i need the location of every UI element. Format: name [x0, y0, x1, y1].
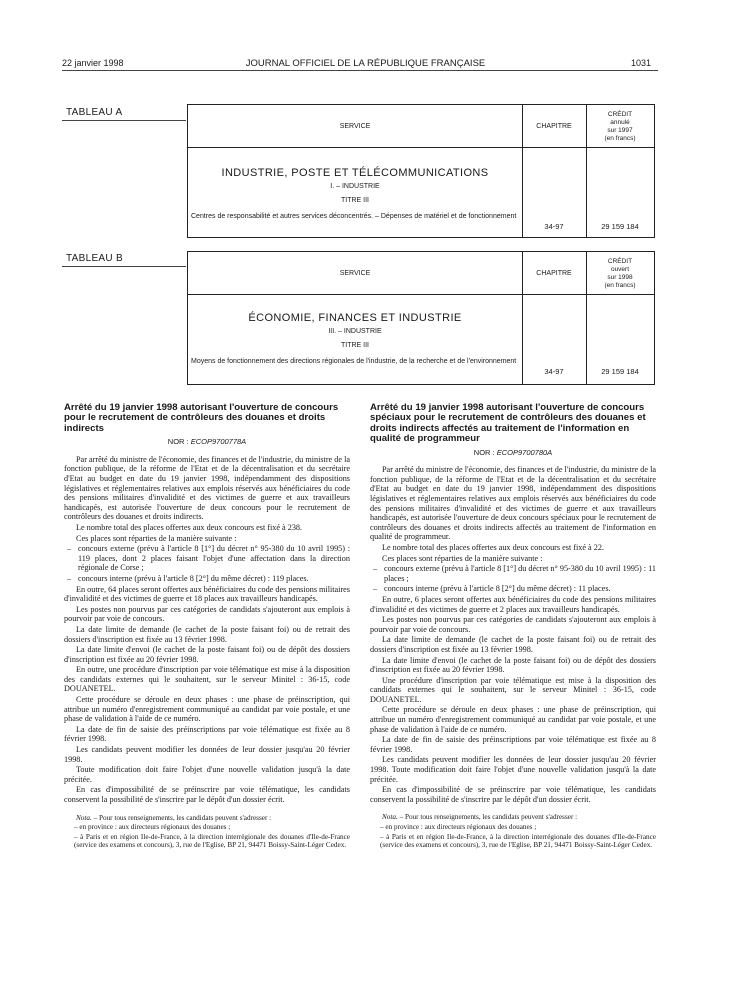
paragraph: Toute modification doit faire l'objet d'une nouvelle validation jusqu'à la date précitée.	[64, 765, 350, 784]
paragraph: Une procédure d'inscription par voie télématique est mise à la disposition des candidats externes qui le souhaitent, sur le serveur Minitel : 36-15, code DOUANETEL.	[370, 675, 656, 704]
left-article	[64, 403, 350, 851]
paragraph: Les postes non pourvus par ces catégories de candidats s'ajouteront aux emplois à pourvoir par voie de concours.	[370, 615, 656, 634]
paragraph: En outre, 64 places seront offertes aux bénéficiaires du code des pensions militaires d'invalidité et des victimes de guerre et 18 places aux travailleurs handicapés.	[64, 584, 350, 604]
header-page-number: 1031	[631, 58, 652, 68]
paragraph: Cette procédure se déroule en deux phases : une phase de préinscription, qui attribue un numéro d'enregistrement communiqué au candidat par voie postale, et une phase de validation à l'aide de ce numéro.	[64, 695, 350, 724]
col-chapitre: CHAPITRE	[536, 270, 572, 277]
header-rule	[62, 70, 658, 71]
paragraph: En outre, une procédure d'inscription par voie télématique est mise à la disposition des candidats externes qui le souhaitent, sur le serveur Minitel : 36-15, code DOUANETEL.	[64, 665, 350, 694]
nota-item: – en province : aux directeurs régionaux des douanes ;	[74, 823, 231, 832]
article-title: Arrêté du 19 janvier 1998 autorisant l'ouverture de concours spéciaux pour le recrutement de contrôleurs des douanes et droits indirects affectés au traitement de l'information en qualité de programmeur	[370, 402, 646, 445]
header-journal: JOURNAL OFFICIEL DE LA RÉPUBLIQUE FRANÇAISE	[245, 58, 486, 69]
paragraph: Les candidats peuvent modifier les données de leur dossier jusqu'au 20 février 1998.	[64, 745, 350, 764]
list-item: – concours externe (prévu à l'article 8 [1°] du décret n° 95-380 du 10 avril 1995) : 11 places ;	[370, 564, 656, 583]
nor-reference: NOR : ECOP9700780A	[473, 447, 553, 457]
nota: Nota. – Pour tous renseignements, les candidats peuvent s'adresser :	[76, 813, 272, 822]
row-description: Centres de responsabilité et autres services déconcentrés. – Dépenses de matériel et de fonctionnement	[191, 213, 517, 220]
ministry-title: ÉCONOMIE, FINANCES ET INDUSTRIE	[248, 312, 462, 324]
header-date: 22 janvier 1998	[62, 58, 124, 68]
paragraph: La date limite d'envoi (le cachet de la poste faisant foi) ou de dépôt des dossiers d'inscription est fixée au 20 février 1998.	[370, 655, 656, 675]
tableau-b-label: TABLEAU B	[66, 253, 123, 264]
row-description: Moyens de fonctionnement des directions régionales de l'industrie, de la recherche et de l'environnement	[191, 358, 517, 365]
right-article	[370, 403, 656, 851]
ministry-title: INDUSTRIE, POSTE ET TÉLÉCOMMUNICATIONS	[221, 167, 489, 179]
tableau-b-rule	[62, 266, 186, 267]
nota-item: – à Paris et en région Ile-de-France, à la direction interrégionale des douanes d'Ile-de-France (service des examens et concours), 3, rue de l'Eglise, BP 21, 94471 Boissy-Saint-Léger Cedex.	[74, 832, 350, 850]
tableau-b	[187, 251, 655, 385]
col-chapitre: CHAPITRE	[536, 123, 572, 130]
paragraph: La date limite de demande (le cachet de la poste faisant foi) ou de retrait des dossiers d'inscription est fixée au 13 février 1998.	[64, 624, 350, 644]
col-service: SERVICE	[339, 270, 371, 277]
nota: Nota. – Pour tous renseignements, les candidats peuvent s'adresser :	[382, 813, 578, 822]
paragraph: Le nombre total des places offertes aux deux concours est fixé à 22.	[382, 542, 604, 552]
row-amount: 29 159 184	[601, 222, 639, 231]
paragraph: Par arrêté du ministre de l'économie, des finances et de l'industrie, du ministre de la fonction publique, de la réforme de l'Etat et de la décentralisation et du secrétaire d'Etat au budget en date du 19 janvier 1998, indépendamment des dispositions législatives et réglementaires relatives aux emplois réservés aux bénéficiaires du code des pensions militaires d'invalidité et des victimes de guerre et aux travailleurs handicapés, est autorisée l'ouverture de deux concours spéciaux pour le recrutement de contrôleurs des douanes et droits indirects affectés au traitement de l'information en qualité de programmeur.	[370, 465, 656, 542]
row-chapitre: 34-97	[544, 222, 564, 231]
paragraph: La date limite de demande (le cachet de la poste faisant foi) ou de retrait des dossiers d'inscription est fixée au 13 février 1998.	[370, 635, 656, 654]
titre-label: TITRE III	[341, 197, 369, 204]
col-service: SERVICE	[339, 123, 371, 130]
article-title: Arrêté du 19 janvier 1998 autorisant l'ouverture de concours pour le recrutement de contrôleurs des douanes et droits indirects	[64, 402, 339, 434]
paragraph: En outre, 6 places seront offertes aux bénéficiaires du code des pensions militaires d'invalidité et des victimes de guerre et 2 places aux travailleurs handicapés.	[370, 594, 656, 614]
nota-item: – en province : aux directeurs régionaux des douanes ;	[380, 823, 537, 831]
paragraph: La date de fin de saisie des préinscriptions par voie télématique est fixée au 8 février 1998.	[370, 735, 656, 754]
section-title: I. – INDUSTRIE	[330, 183, 380, 190]
paragraph: La date de fin de saisie des préinscriptions par voie télématique est fixée au 8 février 1998.	[64, 724, 350, 744]
list-item: – concours interne (prévu à l'article 8 [2°] du même décret) : 119 places.	[64, 574, 350, 584]
paragraph: Le nombre total des places offertes aux deux concours est fixé à 238.	[76, 522, 303, 532]
paragraph: Ces places sont réparties de la manière suivante :	[76, 533, 237, 543]
paragraph: Ces places sont réparties de la manière suivante :	[382, 553, 543, 563]
paragraph: Par arrêté du ministre de l'économie, des finances et de l'industrie, du ministre de la fonction publique, de la réforme de l'Etat et de la décentralisation et du secrétaire d'Etat au budget en date du 19 janvier 1998, indépendamment des dispositions législatives et réglementaires relatives aux emplois réservés aux bénéficiaires du code des pensions militaires d'invalidité et des victimes de guerre et aux travailleurs handicapés, est autorisée l'ouverture de deux concours pour le recrutement de contrôleurs des douanes et droits indirects.	[64, 454, 350, 522]
section-title: III. – INDUSTRIE	[328, 328, 382, 335]
col-credit: CRÉDIT annulé sur 1997 (en francs)	[604, 111, 636, 142]
tableau-a-label: TABLEAU A	[66, 107, 123, 118]
col-credit: CRÉDIT ouvert sur 1998 (en francs)	[604, 258, 636, 289]
row-chapitre: 34-97	[544, 367, 564, 376]
nota-item: – à Paris et en région Ile-de-France, à la direction interrégionale des douanes d'Ile-de-France (service des examens et concours), 3, rue de l'Eglise, BP 21, 94471 Boissy-Saint-Léger Cedex.	[380, 832, 656, 850]
tableau-a	[187, 104, 655, 238]
titre-label: TITRE III	[341, 342, 369, 349]
paragraph: Cette procédure se déroule en deux phases : une phase de préinscription, qui attribue un numéro d'enregistrement communiqué au candidat par voie postale, et une phase de validation à l'aide de ce numéro.	[370, 705, 656, 734]
paragraph: Les postes non pourvus par ces catégories de candidats s'ajouteront aux emplois à pourvoir par voie de concours.	[64, 604, 350, 624]
nor-reference: NOR : ECOP9700778A	[167, 437, 247, 447]
paragraph: Les candidats peuvent modifier les données de leur dossier jusqu'au 20 février 1998. Toute modification doit faire l'objet d'une nouvelle validation jusqu'à la date précitée.	[370, 755, 656, 784]
row-amount: 29 159 184	[601, 367, 639, 376]
list-item: – concours externe (prévu à l'article 8 [1°] du décret n° 95-380 du 10 avril 1995) : 119 places, dont 2 places faisant l'objet d'une affectation dans la direction régionale de Corse ;	[64, 544, 350, 573]
tableau-a-rule	[62, 120, 186, 121]
paragraph: En cas d'impossibilité de se préinscrire par voie télématique, les candidats conservent la possibilité de s'inscrire par le dépôt d'un dossier écrit.	[64, 785, 350, 804]
paragraph: En cas d'impossibilité de se préinscrire par voie télématique, les candidats conservent la possibilité de s'inscrire par le dépôt d'un dossier écrit.	[370, 785, 656, 804]
paragraph: La date limite d'envoi (le cachet de la poste faisant foi) ou de dépôt des dossiers d'inscription est fixée au 20 février 1998.	[64, 645, 350, 664]
list-item: – concours interne (prévu à l'article 8 [2°] du même décret) : 11 places.	[370, 584, 656, 594]
